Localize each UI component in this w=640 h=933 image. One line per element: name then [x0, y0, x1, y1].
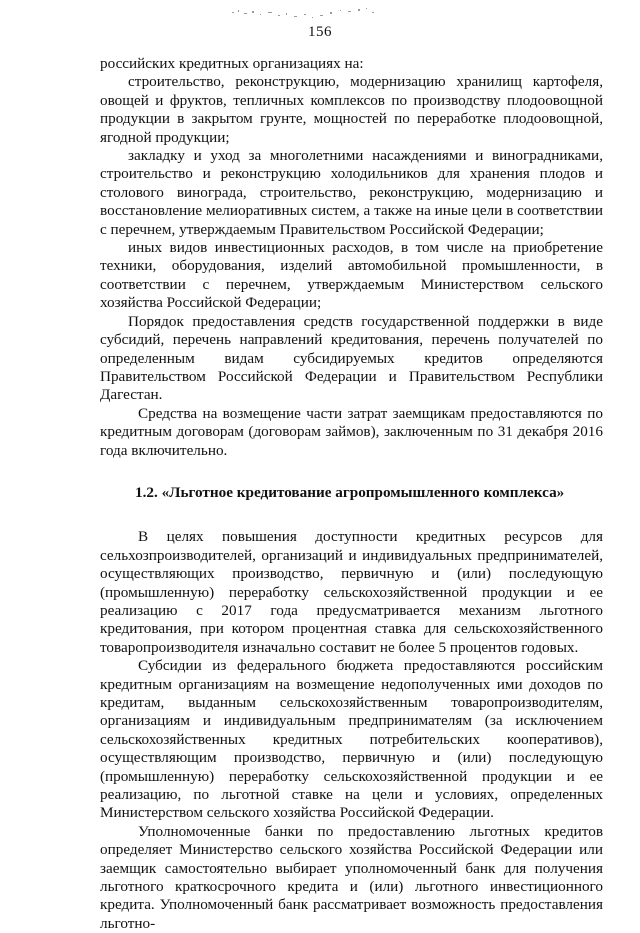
paragraph: российских кредитных организациях на:: [100, 55, 364, 72]
document-body: [100, 55, 603, 933]
paragraph: Субсидии из федерального бюджета предоставляются российским кредитным организациям на возмещение недополученных ими доходов по кредитам, выданным сельскохозяйственным товаропроизводителям, организациям и индивидуальным предпринимателям (за исключением сельскохозяйственных кредитных потребительских кооперативов), осуществляющим производство, первичную и (или) последующую (промышленную) переработку сельскохозяйственной продукции и ее реализацию, по льготной ставке на цели и условиях, определенных Министерством сельского хозяйства Российской Федерации.: [100, 657, 603, 822]
page-number: 156: [308, 24, 332, 40]
paragraph: закладку и уход за многолетними насаждениями и виноградниками, строительство и реконструкцию холодильников для хранения плодов и столового винограда, строительство, реконструкцию, модернизацию и восстановление мелиоративных систем, а также на иные цели в соответствии с перечнем, утверждаемым Правительством Российской Федерации;: [100, 147, 603, 238]
section-title: 1.2. «Льготное кредитование агропромышленного комплекса»: [135, 483, 565, 501]
paragraph: Порядок предоставления средств государственной поддержки в виде субсидий, перечень направлений кредитования, перечень получателей по определенным видам субсидируемых кредитов определяются Правительством Российской Федерации и Правительством Республики Дагестан.: [100, 312, 603, 404]
paragraph: Уполномоченные банки по предоставлению льготных кредитов определяет Министерство сельского хозяйства Российской Федерации или заемщик самостоятельно выбирает уполномоченный банк для получения льготного краткосрочного кредита и (или) льготного инвестиционного кредита. Уполномоченный банк рассматривает возможность предоставления льготно-: [100, 822, 603, 932]
paragraph: строительство, реконструкцию, модернизацию хранилищ картофеля, овощей и фруктов, тепличных комплексов по производству плодоовощной продукции в закрытом грунте, мощностей по переработке плодоовощной, ягодной продукции;: [100, 73, 603, 146]
paragraph: В целях повышения доступности кредитных ресурсов для сельхозпроизводителей, организаций и индивидуальных предпринимателей, осуществляющих производство, первичную и (или) последующую (промышленную) переработку сельскохозяйственной продукции и ее реализацию с 2017 года предусматривается механизм льготного кредитования, при котором процентная ставка для сельскохозяйственного товаропроизводителя изначально составит не более 5 процентов годовых.: [100, 528, 603, 656]
paragraph: иных видов инвестиционных расходов, в том числе на приобретение техники, оборудования, изделий автомобильной промышленности, в соответствии с перечнем, утверждаемым Министерством сельского хозяйства Российской Федерации;: [100, 239, 603, 312]
paragraph: Средства на возмещение части затрат заемщикам предоставляются по кредитным договорам (договорам займов), заключенным по 31 декабря 2016 года включительно.: [100, 404, 603, 459]
scan-noise: [230, 6, 380, 20]
